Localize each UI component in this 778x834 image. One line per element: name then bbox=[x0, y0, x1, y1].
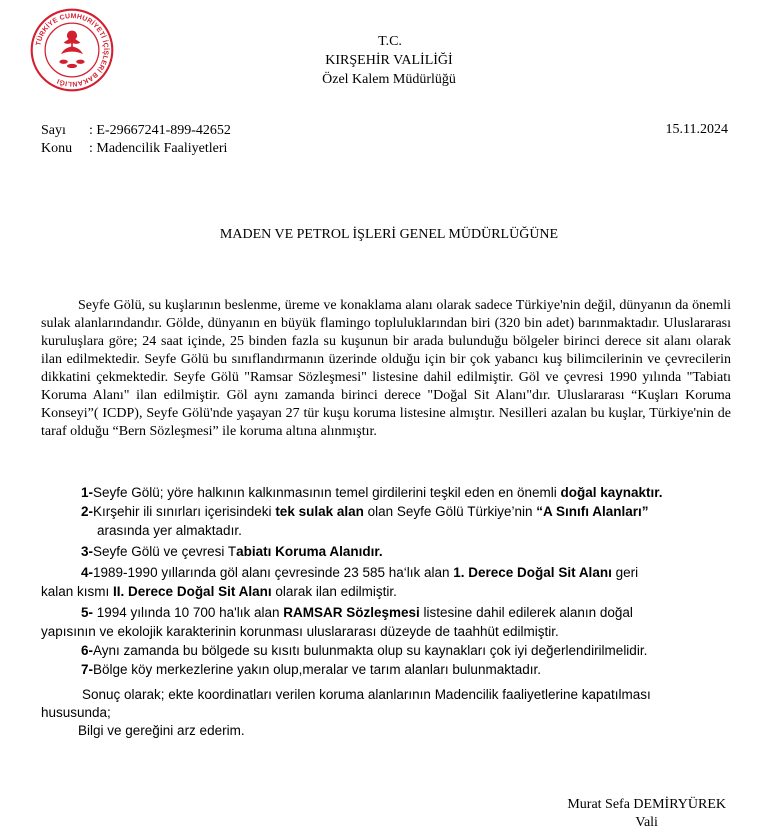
meta-konu-value: : Madencilik Faaliyetleri bbox=[89, 141, 228, 156]
list-item-number: 4- bbox=[81, 565, 94, 580]
meta-sayi-label: Sayı bbox=[41, 123, 66, 138]
signatory-name: Murat Sefa DEMİRYÜREK bbox=[567, 797, 726, 812]
header-line-department: Özel Kalem Müdürlüğü bbox=[322, 72, 456, 87]
signature-block bbox=[567, 796, 726, 832]
document-meta bbox=[41, 122, 231, 158]
list-item-number: 3- bbox=[81, 544, 94, 559]
list-item-number: 1- bbox=[81, 485, 94, 500]
list-item-text: olan Seyfe Gölü Türkiye’nin bbox=[363, 504, 537, 519]
list-item-text: Kırşehir ili sınırları içerisindeki bbox=[93, 504, 276, 519]
list-item-text: yapısının ve ekolojik karakterinin korunması uluslararası düzeyde de taahhüt edilmiştir. bbox=[41, 624, 559, 639]
closing-line-2: hususunda; bbox=[41, 705, 111, 720]
list-item-4-continuation bbox=[41, 582, 741, 601]
list-item-text: 1994 yılında 10 700 ha'lık alan bbox=[93, 605, 284, 620]
list-item-text: kalan kısmı bbox=[41, 584, 114, 599]
list-item-number: 2- bbox=[81, 504, 94, 519]
list-item-text: Aynı zamanda bu bölgede su kısıtı bulunmakta olup su kaynakları çok iyi değerlendirilmelidir. bbox=[93, 643, 648, 658]
list-item-2-continuation bbox=[41, 521, 741, 540]
svg-text:TÜRKİYE CUMHURİYETİ İÇİŞLERİ B: TÜRKİYE CUMHURİYETİ İÇİŞLERİ BAKANLIĞI bbox=[35, 12, 109, 88]
letterhead bbox=[0, 32, 778, 89]
list-item-3 bbox=[41, 542, 741, 561]
meta-konu-label: Konu bbox=[41, 141, 73, 156]
list-item-emphasis: “A Sınıfı Alanları” bbox=[536, 504, 649, 519]
meta-sayi-row bbox=[41, 122, 231, 140]
list-item-number: 5- bbox=[81, 605, 94, 620]
meta-konu-row bbox=[41, 140, 231, 158]
list-item-4 bbox=[41, 563, 741, 582]
list-item-text: geri bbox=[611, 565, 639, 580]
addressee: MADEN VE PETROL İŞLERİ GENEL MÜDÜRLÜĞÜNE bbox=[219, 227, 559, 242]
list-item-emphasis: II. Derece Doğal Sit Alanı bbox=[113, 584, 272, 599]
list-item-5 bbox=[41, 603, 741, 622]
list-item-text: Seyfe Gölü ve çevresi T bbox=[93, 544, 237, 559]
list-item-emphasis: abiatı Koruma Alanıdır. bbox=[236, 544, 383, 559]
closing-line-1: Sonuç olarak; ekte koordinatları verilen koruma alanlarının Madencilik faaliyetlerine kapatılması bbox=[82, 687, 651, 702]
list-item-text: listesine dahil edilerek alanın doğal bbox=[419, 605, 633, 620]
list-item-7 bbox=[41, 660, 741, 679]
header-line-governorship: KIRŞEHİR VALİLİĞİ bbox=[325, 53, 453, 68]
list-item-text: 1989-1990 yıllarında göl alanı çevresinde 23 585 ha‘lık alan bbox=[93, 565, 454, 580]
closing-line-3: Bilgi ve gereğini arz ederim. bbox=[78, 723, 245, 738]
list-item-number: 7- bbox=[81, 662, 94, 677]
list-item-emphasis: doğal kaynaktır. bbox=[560, 485, 663, 500]
list-item-1 bbox=[41, 483, 741, 502]
list-item-text: Seyfe Gölü; yöre halkının kalkınmasının temel girdilerini teşkil eden en önemli bbox=[93, 485, 561, 500]
numbered-list bbox=[41, 483, 741, 679]
list-item-text: olarak ilan edilmiştir. bbox=[271, 584, 397, 599]
list-item-text: arasında yer almaktadır. bbox=[97, 523, 242, 538]
list-item-5-continuation bbox=[41, 622, 741, 641]
list-item-emphasis: 1. Derece Doğal Sit Alanı bbox=[453, 565, 612, 580]
header-line-tc: T.C. bbox=[378, 34, 402, 49]
body-paragraph-text: Seyfe Gölü, su kuşlarının beslenme, üreme ve konaklama alanı olarak sadece Türkiye'nin değil, dünyanın da önemli sulak alanlarındandır. Gölde, dünyanın en büyük flamingo topluluklarından biri (320 bin adet) barınmaktadır. Uluslararası kuruluşlara göre; 24 saat içinde, 25 binden fazla su kuşunun bir arada bulunduğu bölgeler birinci derece sit alanı olarak ilan edilmektedir. Seyfe Gölü bu sınıflandırmanın üzerinde olduğu için bir çok yabancı kuş bilimcilerinin ve çevrecilerin dikkatini çekmektedir. Seyfe Gölü "Ramsar Sözleşmesi" listesine dahil edilmiştir. Göl ve çevresi 1990 yılında "Tabiatı Koruma Alanı" ilan edilmiştir. Göl aynı zamanda birinci derece "Doğal Sit Alanı"dır. Uluslararası “Kuşları Koruma Konseyi”( ICDP), Seyfe Gölü'nde yaşayan 27 tür kuşu koruma listesine almıştır. Nesilleri azalan bu kuşlar, Türkiye'nin de taraf olduğu “Bern Sözleşmesi” ile koruma altına alınmıştır. bbox=[41, 298, 731, 439]
signatory-title: Vali bbox=[635, 815, 658, 830]
meta-sayi-value: : E-29667241-899-42652 bbox=[89, 123, 231, 138]
list-item-number: 6- bbox=[81, 643, 94, 658]
list-item-6 bbox=[41, 641, 741, 660]
document-date: 15.11.2024 bbox=[665, 122, 728, 137]
list-item-emphasis: tek sulak alan bbox=[275, 504, 364, 519]
closing-paragraph bbox=[41, 686, 741, 740]
list-item-2 bbox=[41, 502, 741, 521]
list-item-emphasis: RAMSAR Sözleşmesi bbox=[283, 605, 420, 620]
list-item-text: Bölge köy merkezlerine yakın olup,meralar ve tarım alanları bulunmaktadır. bbox=[93, 662, 541, 677]
body-paragraph bbox=[41, 297, 731, 441]
